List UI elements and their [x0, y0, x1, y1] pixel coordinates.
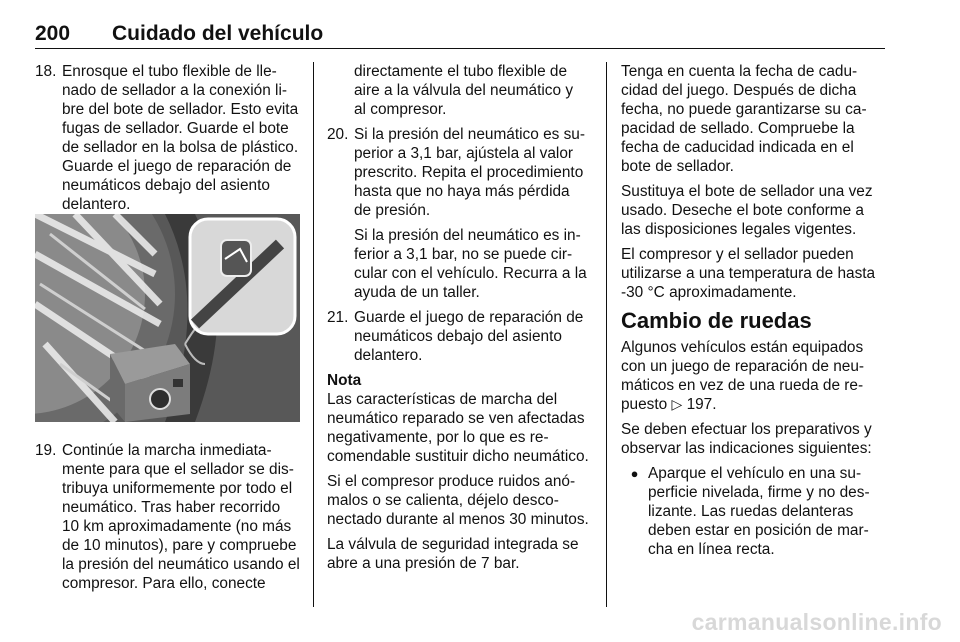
tire-repair-illustration — [35, 214, 300, 422]
step-20 — [327, 125, 589, 302]
paragraph: Tenga en cuenta la fecha de caducidad del juego. Después de dicha fecha, no puede garantizarse su capacidad de sellado. Compruebe la fecha de caducidad indicada en el bote de sellador. — [621, 63, 867, 175]
paragraph: El compresor y el sellador pueden utilizarse a una temperatura de hasta -30 °C aproximadamente. — [621, 246, 876, 301]
compressor-tire-drawing — [35, 214, 300, 422]
page-ref-arrow-icon: ▷ — [671, 396, 683, 412]
paragraph: Algunos vehículos están equipados con un juego de reparación de neumáticos en vez de una rueda de repuesto ▷ 197. — [621, 339, 865, 413]
bullet-icon: ● — [630, 466, 639, 481]
step-number: 20. — [327, 126, 349, 143]
step-text: Enrosque el tubo flexible de llenado de sellador a la conexión libre del bote de sellador. Esto evita fugas de sellador. Guarde el bote de sellador en la bolsa de plástico. Guarde el juego de reparación de neumáticos debajo del asiento delantero. — [62, 63, 299, 213]
step-text: Continúe la marcha inmediatamente para que el sellador se distribuya uniformemente por todo el neumático. Tras haber recorrido 10 km aproximadamente (no más de 10 minutos), pare y compruebe la presión del neumático usando el compresor. Para ello, conecte — [62, 442, 300, 592]
step-text-2: Si la presión del neumático es inferior a 3,1 bar, no se puede circular con el vehículo. Recurra a la ayuda de un taller. — [354, 227, 587, 301]
paragraph: Se deben efectuar los preparativos y observar las indicaciones siguientes: — [621, 421, 872, 457]
column-1-lower — [35, 441, 300, 599]
step-text: Si la presión del neumático es superior a 3,1 bar, ajústela al valor prescrito. Repita el procedimiento hasta que no haya más pérdida de presión. — [354, 126, 585, 219]
step-number: 21. — [327, 309, 349, 326]
watermark: carmanualsonline.info — [691, 609, 942, 635]
column-divider — [606, 62, 607, 607]
column-3 — [621, 62, 887, 559]
step-number: 18. — [35, 63, 57, 80]
note-paragraph: La válvula de seguridad integrada se abre a una presión de 7 bar. — [327, 536, 579, 572]
step-number: 19. — [35, 442, 57, 459]
step-18 — [35, 62, 300, 214]
step-19 — [35, 441, 300, 593]
page-number: 200 — [35, 22, 71, 45]
note-paragraph: Si el compresor produce ruidos anómalos o se calienta, déjelo desconectado durante al menos 30 minutos. — [327, 473, 589, 528]
column-divider — [313, 62, 314, 607]
note-paragraph: Las características de marcha del neumático reparado se ven afectadas negativamente, por lo que es recomendable sustituir dicho neumático. — [327, 391, 589, 465]
page-header — [35, 14, 885, 49]
note-title: Nota — [327, 372, 362, 389]
page-reference-link[interactable]: 197. — [686, 396, 717, 413]
step-19-continued: directamente el tubo flexible de aire a la válvula del neumático y al compresor. — [354, 63, 574, 118]
column-2 — [327, 62, 589, 579]
column-1 — [35, 62, 300, 220]
step-text: Guarde el juego de reparación de neumáticos debajo del asiento delantero. — [354, 309, 584, 364]
bullet-text: Aparque el vehículo en una superficie nivelada, firme y no deslizante. Las ruedas delanteras deben estar en posición de marcha en línea recta. — [648, 465, 870, 558]
page-title: Cuidado del vehículo — [112, 22, 324, 45]
section-heading: Cambio de ruedas — [621, 308, 812, 333]
paragraph: Sustituya el bote de sellador una vez usado. Deseche el bote conforme a las disposiciones legales vigentes. — [621, 183, 873, 238]
step-21 — [327, 308, 589, 365]
bullet-item — [621, 464, 887, 559]
